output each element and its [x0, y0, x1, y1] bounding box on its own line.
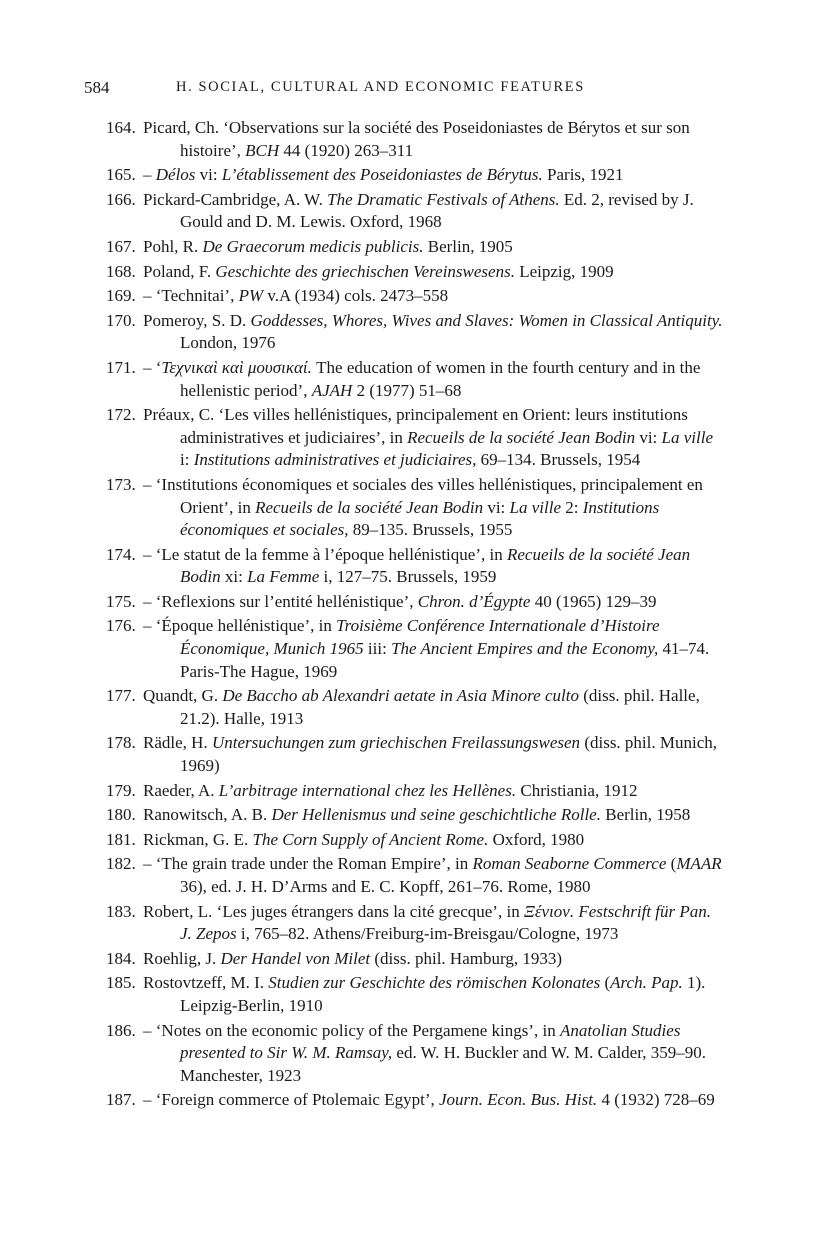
entry-text	[143, 853, 726, 898]
entry-plain-text: Oxford, 1980	[488, 829, 585, 849]
bibliography-entry	[0, 189, 726, 234]
entry-plain-text: (diss. phil. Halle, 21.2). Halle, 1913	[180, 686, 700, 728]
entry-number: 165.	[106, 165, 136, 185]
page-number: 584	[84, 78, 110, 97]
entry-text	[143, 1089, 726, 1112]
entry-plain-text: 44 (1920) 263–311	[279, 140, 414, 160]
bibliography-entry	[0, 591, 726, 614]
bibliography-entry	[0, 685, 726, 730]
entry-italic-text: Délos	[155, 165, 196, 185]
bibliography-entry	[0, 780, 726, 803]
entry-italic-text: La ville	[509, 497, 561, 517]
bibliography-entry	[0, 404, 726, 472]
entry-plain-text: Pohl, R.	[143, 236, 203, 256]
entry-number: 179.	[106, 780, 136, 800]
entry-plain-text: The education of women in the fourth century and in the hellenistic period’,	[180, 357, 701, 400]
entry-plain-text: – ‘Le statut de la femme à l’époque hellénistique’, in	[143, 544, 507, 564]
entry-text	[143, 948, 726, 971]
entry-plain-text: London, 1976	[180, 333, 276, 353]
entry-number: 180.	[106, 805, 136, 825]
entry-number: 176.	[106, 616, 136, 636]
entry-plain-text: i, 765–82. Athens/Freiburg-im-Breisgau/Cologne, 1973	[236, 924, 619, 944]
bibliography-list	[0, 117, 822, 1114]
entry-plain-text: Pickard-Cambridge, A. W.	[143, 189, 328, 209]
bibliography-entry	[0, 261, 726, 284]
entry-italic-text: Untersuchungen zum griechischen Freilassungswesen	[211, 733, 581, 753]
entry-text	[143, 829, 726, 852]
entry-number: 186.	[106, 1020, 136, 1040]
entry-text	[143, 261, 726, 284]
entry-italic-text: Der Handel von Milet	[220, 948, 371, 968]
bibliography-entry	[0, 1020, 726, 1088]
entry-plain-text: Préaux, C. ‘Les villes hellénistiques, principalement en Orient: leurs institutions administratives et judiciaires’, in	[143, 405, 688, 447]
entry-text	[143, 615, 726, 683]
entry-plain-text: Ranowitsch, A. B.	[143, 805, 272, 825]
entry-text	[143, 404, 726, 472]
entry-plain-text: Berlin, 1905	[423, 236, 513, 256]
entry-number: 164.	[106, 118, 136, 137]
entry-text	[143, 310, 726, 355]
entry-italic-text: Anatolian Studies presented to Sir W. M. Ramsay,	[180, 1020, 681, 1063]
entry-plain-text: i, 127–75. Brussels, 1959	[319, 567, 497, 587]
entry-number: 171.	[106, 357, 136, 377]
entry-text	[143, 117, 726, 162]
entry-text	[143, 357, 726, 402]
entry-plain-text: Paris, 1921	[542, 165, 624, 185]
entry-plain-text: (	[666, 854, 677, 874]
entry-plain-text: Ed. 2, revised by J. Gould and D. M. Lewis. Oxford, 1968	[180, 189, 694, 232]
entry-number: 172.	[106, 405, 136, 425]
entry-italic-text: Goddesses, Whores, Wives and Slaves: Women in Classical Antiquity.	[250, 310, 723, 330]
entry-italic-text: Chron. d’Égypte	[417, 591, 531, 611]
entry-plain-text: Rädle, H.	[143, 733, 212, 753]
entry-plain-text: –	[143, 165, 156, 185]
entry-plain-text: – ‘Notes on the economic policy of the Pergamene kings’, in	[143, 1020, 561, 1040]
bibliography-entry	[0, 901, 726, 946]
entry-plain-text: – ‘Reflexions sur l’entité hellénistique’,	[143, 591, 418, 611]
entry-number: 173.	[106, 474, 136, 494]
entry-plain-text: Berlin, 1958	[600, 805, 691, 825]
entry-text	[143, 236, 726, 259]
entry-text	[143, 780, 726, 803]
entry-plain-text: 2 (1977) 51–68	[352, 380, 462, 400]
bibliography-entry	[0, 285, 726, 308]
bibliography-entry	[0, 732, 726, 777]
bibliography-entry	[0, 972, 726, 1017]
entry-plain-text: – ‘	[143, 357, 162, 377]
entry-italic-text: MAAR	[676, 854, 722, 874]
entry-plain-text: 4 (1932) 728–69	[597, 1090, 715, 1110]
entry-italic-text: Arch. Pap.	[610, 973, 683, 993]
entry-plain-text: 2:	[561, 497, 583, 517]
entry-plain-text: ed. W. H. Buckler and W. M. Calder, 359–90. Manchester, 1923	[180, 1043, 706, 1085]
entry-plain-text: (	[600, 973, 611, 993]
entry-number: 182.	[106, 854, 136, 874]
entry-text	[143, 474, 726, 542]
entry-italic-text: Roman Seaborne Commerce	[472, 854, 667, 874]
entry-number: 174.	[106, 544, 136, 564]
entry-text	[143, 732, 726, 777]
bibliography-entry	[0, 236, 726, 259]
entry-italic-text: Recueils de la société Jean Bodin	[255, 497, 484, 517]
entry-number: 168.	[106, 261, 136, 281]
entry-italic-text: BCH	[245, 140, 280, 160]
entry-plain-text: 40 (1965) 129–39	[530, 591, 657, 611]
entry-number: 175.	[106, 591, 136, 611]
entry-italic-text: De Baccho ab Alexandri aetate in Asia Minore culto	[222, 686, 579, 706]
entry-number: 187.	[106, 1090, 136, 1110]
entry-italic-text: Journ. Econ. Bus. Hist.	[439, 1090, 598, 1110]
bibliography-entry	[0, 164, 726, 187]
entry-number: 183.	[106, 901, 136, 921]
entry-italic-text: Τεχνικαὶ καὶ μουσικαί.	[161, 357, 312, 377]
bibliography-entry	[0, 474, 726, 542]
entry-plain-text: Picard, Ch. ‘Observations sur la société des Poseidoniastes de Bérytos et sur son histoire’,	[143, 118, 690, 160]
entry-plain-text: Quandt, G.	[143, 686, 223, 706]
entry-italic-text: La Femme	[247, 567, 320, 587]
entry-plain-text: Pomeroy, S. D.	[143, 310, 251, 330]
entry-italic-text: The Ancient Empires and the Economy,	[391, 639, 659, 659]
entry-plain-text: i:	[180, 450, 194, 470]
entry-plain-text: vi:	[483, 497, 510, 517]
entry-text	[143, 972, 726, 1017]
entry-plain-text: 36), ed. J. H. D’Arms and E. C. Kopff, 261–76. Rome, 1980	[180, 877, 591, 896]
entry-italic-text: AJAH	[311, 380, 353, 400]
entry-italic-text: Institutions administratives et judiciaires,	[193, 450, 477, 470]
entry-plain-text: Rostovtzeff, M. I.	[143, 973, 269, 993]
entry-plain-text: Roehlig, J.	[143, 948, 221, 968]
entry-number: 169.	[106, 286, 136, 306]
entry-plain-text: – ‘Institutions économiques et sociales des villes hellénistiques, principalement en Orient’, in	[143, 474, 703, 517]
entry-plain-text: 89–135. Brussels, 1955	[348, 520, 513, 540]
entry-number: 167.	[106, 236, 136, 256]
entry-plain-text: 1). Leipzig-Berlin, 1910	[180, 973, 706, 1015]
bibliography-entry	[0, 1089, 726, 1112]
entry-number: 185.	[106, 973, 136, 993]
bibliography-entry	[0, 117, 726, 162]
entry-plain-text: vi:	[195, 165, 222, 185]
bibliography-entry	[0, 853, 726, 898]
entry-plain-text: vi:	[635, 427, 662, 447]
entry-plain-text: (diss. phil. Munich, 1969)	[180, 733, 718, 776]
entry-plain-text: xi:	[220, 567, 248, 587]
bibliography-entry	[0, 804, 726, 827]
bibliography-entry	[0, 948, 726, 971]
entry-italic-text: The Dramatic Festivals of Athens.	[327, 189, 560, 209]
entry-number: 178.	[106, 733, 136, 753]
entry-number: 170.	[106, 310, 136, 330]
entry-text	[143, 901, 726, 946]
entry-italic-text: Geschichte des griechischen Vereinswesens.	[215, 261, 515, 281]
entry-number: 177.	[106, 686, 136, 706]
bibliography-entry	[0, 357, 726, 402]
entry-italic-text: Institutions économiques et sociales,	[180, 497, 660, 540]
entry-text	[143, 1020, 726, 1088]
bibliography-entry	[0, 310, 726, 355]
entry-italic-text: Recueils de la société Jean Bodin	[180, 544, 691, 587]
entry-number: 184.	[106, 948, 136, 968]
entry-italic-text: PW	[238, 286, 264, 306]
entry-plain-text: Leipzig, 1909	[514, 261, 614, 281]
bibliography-entry	[0, 615, 726, 683]
entry-plain-text: Poland, F.	[143, 261, 216, 281]
entry-italic-text: De Graecorum medicis publicis.	[202, 236, 424, 256]
entry-text	[143, 189, 726, 234]
entry-plain-text: 69–134. Brussels, 1954	[476, 450, 641, 470]
entry-italic-text: The Corn Supply of Ancient Rome.	[252, 829, 489, 849]
entry-plain-text: v.A (1934) cols. 2473–558	[263, 286, 449, 306]
entry-text	[143, 804, 726, 827]
entry-italic-text: L’arbitrage international chez les Hellènes.	[218, 780, 517, 800]
entry-italic-text: Recueils de la société Jean Bodin	[407, 427, 636, 447]
entry-italic-text: Der Hellenismus und seine geschichtliche Rolle.	[271, 805, 601, 825]
running-title: H. SOCIAL, CULTURAL AND ECONOMIC FEATURES	[176, 79, 585, 95]
entry-number: 181.	[106, 829, 136, 849]
entry-plain-text: (diss. phil. Hamburg, 1933)	[370, 948, 562, 968]
entry-plain-text: Rickman, G. E.	[143, 829, 253, 849]
bibliography-entry	[0, 829, 726, 852]
entry-italic-text: L’établissement des Poseidoniastes de Bérytus.	[221, 165, 543, 185]
bibliography-entry	[0, 544, 726, 589]
entry-plain-text: 41–74. Paris-The Hague, 1969	[180, 639, 710, 681]
entry-text	[143, 164, 726, 187]
entry-text	[143, 591, 726, 614]
entry-plain-text: Robert, L. ‘Les juges étrangers dans la cité grecque’, in	[143, 901, 524, 921]
entry-text	[143, 544, 726, 589]
entry-plain-text: Christiania, 1912	[516, 780, 638, 800]
entry-text	[143, 285, 726, 308]
entry-plain-text: Raeder, A.	[143, 780, 219, 800]
entry-plain-text: – ‘Technitai’,	[143, 286, 239, 306]
entry-text	[143, 685, 726, 730]
entry-italic-text: La ville	[661, 427, 713, 447]
entry-plain-text: – ‘The grain trade under the Roman Empire’, in	[143, 854, 473, 874]
entry-plain-text: iii:	[363, 639, 392, 659]
entry-italic-text: Troisième Conférence Internationale d’Histoire Économique, Munich 1965	[180, 616, 660, 659]
entry-plain-text: – ‘Foreign commerce of Ptolemaic Egypt’,	[143, 1090, 439, 1110]
entry-number: 166.	[106, 189, 136, 209]
entry-plain-text: – ‘Époque hellénistique’, in	[143, 616, 337, 636]
entry-italic-text: Studien zur Geschichte des römischen Kolonates	[268, 973, 601, 993]
entry-italic-text: Ξένιον. Festschrift für Pan. J. Zepos	[180, 901, 712, 944]
